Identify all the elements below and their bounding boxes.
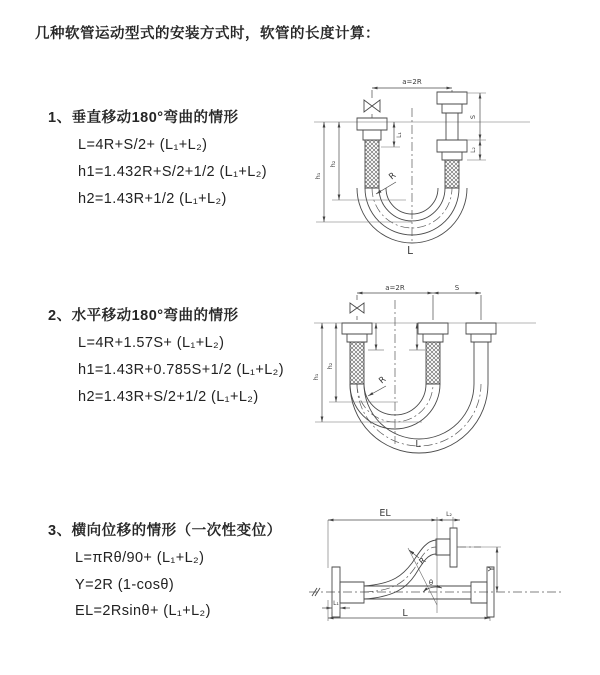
dim-label-h2: h₂ — [329, 160, 337, 168]
dim-label-l2: L₂ — [446, 511, 452, 518]
dim-label-h2: h₂ — [326, 362, 334, 370]
left-pipe — [342, 323, 372, 384]
section-1-heading: 1、垂直移动180°弯曲的情形 — [48, 110, 239, 126]
dim-label-s: S — [454, 284, 460, 292]
right-pipe — [437, 92, 467, 188]
page-title: 几种软管运动型式的安装方式时，软管的长度计算： — [35, 26, 380, 42]
dim-label-r: R — [387, 170, 399, 183]
valve-icon — [350, 303, 364, 313]
dim-l2 — [437, 511, 460, 520]
middle-pipe — [418, 323, 448, 384]
dim-s — [433, 284, 481, 293]
right-pipe — [466, 323, 496, 384]
diagram-lateral-displacement — [305, 505, 565, 653]
section-2-formula-h2: h2=1.43R+S/2+1/2 (L₁+L₂) — [78, 389, 259, 405]
dim-label-theta: θ — [428, 579, 434, 587]
dim-l1 — [381, 122, 403, 147]
section-2-heading: 2、水平移动180°弯曲的情形 — [48, 308, 239, 324]
dim-label-L: L — [415, 439, 421, 450]
reference-lines — [314, 108, 530, 244]
dim-l1 — [322, 600, 350, 612]
section-3-formula-EL: EL=2Rsinθ+ (L₁+L₂) — [75, 603, 211, 619]
dim-a2r — [350, 284, 481, 320]
left-pipe — [357, 118, 387, 188]
dim-label-l1: L₁ — [333, 600, 339, 607]
dim-label-l1: L₁ — [396, 132, 403, 138]
dim-label-a2r: a=2R — [402, 78, 422, 86]
dim-label-a2r: a=2R — [385, 284, 405, 292]
dim-label-el: EL — [379, 508, 391, 519]
dim-label-r: R — [417, 555, 428, 567]
section-1-formula-h1: h1=1.432R+S/2+1/2 (L₁+L₂) — [78, 164, 268, 180]
dim-label-r: R — [377, 374, 389, 387]
section-3-formula-Y: Y=2R (1-cosθ) — [75, 577, 175, 593]
dim-label-h1: h₁ — [312, 373, 320, 381]
dim-label-y: Y — [487, 566, 496, 572]
section-3-heading: 3、横向位移的情形（一次性变位） — [48, 523, 282, 539]
dim-y — [460, 547, 501, 592]
section-1-formula-L: L=4R+S/2+ (L₁+L₂) — [78, 137, 208, 153]
fitting-dims — [368, 323, 425, 350]
radius-callout — [368, 375, 388, 396]
section-3-formula-L: L=πRθ/90+ (L₁+L₂) — [75, 550, 205, 566]
dim-label-l: L — [402, 608, 408, 619]
dim-el — [328, 508, 453, 568]
dim-label-l2: L₂ — [470, 147, 477, 153]
section-1-formula-h2: h2=1.43R+1/2 (L₁+L₂) — [78, 191, 227, 207]
dim-label-s: S — [469, 114, 477, 120]
section-2-formula-L: L=4R+1.57S+ (L₁+L₂) — [78, 335, 225, 351]
diagram-horizontal-180-bend — [310, 282, 540, 462]
diagram-vertical-180-bend — [310, 70, 535, 265]
section-2-formula-h1: h1=1.43R+0.785S+1/2 (L₁+L₂) — [78, 362, 284, 378]
top-right-flange — [436, 528, 481, 567]
dim-label-h1: h₁ — [314, 172, 322, 180]
dim-label-L: L — [407, 245, 413, 257]
reference-lines — [314, 300, 536, 446]
dim-a2r — [364, 78, 452, 118]
angle-theta — [423, 579, 442, 592]
dim-l2 — [470, 140, 480, 160]
valve-icon — [364, 100, 380, 112]
